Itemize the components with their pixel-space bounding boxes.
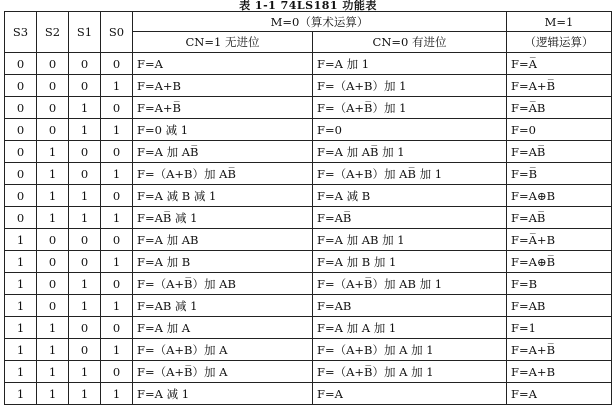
cn0-cell: F=A 加 A 加 1 (313, 317, 507, 339)
table-title: 表 1-1 74LS181 功能表 (239, 0, 377, 12)
col-header-s3: S3 (5, 12, 37, 53)
logic-cell: F=AB̅ (507, 207, 612, 229)
cn1-cell: F=A+B̅ (133, 97, 313, 119)
table-row (5, 75, 612, 97)
s0-cell: 0 (101, 361, 133, 383)
s0-cell: 1 (101, 251, 133, 273)
s2-cell: 0 (37, 229, 69, 251)
s1-cell: 0 (69, 251, 101, 273)
s1-cell: 0 (69, 163, 101, 185)
cn1-cell: F=0 减 1 (133, 119, 313, 141)
s1-cell: 1 (69, 207, 101, 229)
s3-cell: 0 (5, 207, 37, 229)
col-header-s1: S1 (69, 12, 101, 53)
cn1-cell: F=A 减 B 减 1 (133, 185, 313, 207)
s3-cell: 0 (5, 119, 37, 141)
logic-cell: F=A⊕B̅ (507, 251, 612, 273)
s0-cell: 0 (101, 229, 133, 251)
cn1-cell: F=A 减 1 (133, 383, 313, 405)
table-row (5, 163, 612, 185)
cn0-cell: F=0 (313, 119, 507, 141)
cn0-cell: F=A 加 AB 加 1 (313, 229, 507, 251)
table-row (5, 273, 612, 295)
s3-cell: 1 (5, 339, 37, 361)
table-row (5, 119, 612, 141)
table-row (5, 295, 612, 317)
logic-cell: F=A̅B (507, 97, 612, 119)
s2-cell: 1 (37, 163, 69, 185)
s3-cell: 1 (5, 295, 37, 317)
logic-cell: F=A+B (507, 361, 612, 383)
s2-cell: 1 (37, 141, 69, 163)
cn0-cell: F=（A+B̅）加 A 加 1 (313, 361, 507, 383)
cn1-cell: F=（A+B）加 A (133, 339, 313, 361)
s2-cell: 0 (37, 295, 69, 317)
col-header-cn0: CN=0 有进位 (313, 32, 507, 53)
cn0-cell: F=（A+B̅）加 AB 加 1 (313, 273, 507, 295)
cn1-cell: F=（A+B）加 AB̅ (133, 163, 313, 185)
table-row (5, 251, 612, 273)
s3-cell: 1 (5, 273, 37, 295)
s0-cell: 1 (101, 339, 133, 361)
logic-cell: F=A+B̅ (507, 339, 612, 361)
col-header-cn1: CN=1 无进位 (133, 32, 313, 53)
s1-cell: 1 (69, 273, 101, 295)
s1-cell: 1 (69, 185, 101, 207)
s1-cell: 1 (69, 295, 101, 317)
cn1-cell: F=A 加 AB̅ (133, 141, 313, 163)
col-header-m0: M=0（算术运算） (133, 12, 507, 32)
col-header-s2: S2 (37, 12, 69, 53)
s1-cell: 1 (69, 361, 101, 383)
table-row (5, 383, 612, 405)
s2-cell: 1 (37, 317, 69, 339)
s1-cell: 1 (69, 383, 101, 405)
s2-cell: 0 (37, 75, 69, 97)
col-header-logic: （逻辑运算） (507, 32, 612, 53)
s3-cell: 0 (5, 75, 37, 97)
s0-cell: 1 (101, 163, 133, 185)
col-header-s0: S0 (101, 12, 133, 53)
table-row (5, 141, 612, 163)
s0-cell: 1 (101, 207, 133, 229)
s3-cell: 0 (5, 97, 37, 119)
s0-cell: 1 (101, 119, 133, 141)
s0-cell: 0 (101, 141, 133, 163)
s1-cell: 0 (69, 229, 101, 251)
s1-cell: 0 (69, 317, 101, 339)
s3-cell: 0 (5, 185, 37, 207)
cn1-cell: F=A 加 A (133, 317, 313, 339)
cn0-cell: F=A 减 B (313, 185, 507, 207)
s2-cell: 0 (37, 251, 69, 273)
s0-cell: 1 (101, 295, 133, 317)
s0-cell: 0 (101, 185, 133, 207)
s1-cell: 0 (69, 141, 101, 163)
logic-cell: F=A+B̅ (507, 75, 612, 97)
s0-cell: 1 (101, 383, 133, 405)
cn0-cell: F=（A+B）加 AB̅ 加 1 (313, 163, 507, 185)
table-row (5, 229, 612, 251)
cn0-cell: F=AB̅ (313, 207, 507, 229)
s2-cell: 0 (37, 53, 69, 75)
cn0-cell: F=（A+B）加 A 加 1 (313, 339, 507, 361)
cn1-cell: F=A (133, 53, 313, 75)
cn1-cell: F=AB 减 1 (133, 295, 313, 317)
cn1-cell: F=（A+B̅）加 AB (133, 273, 313, 295)
table-row (5, 97, 612, 119)
table-row (5, 185, 612, 207)
s3-cell: 1 (5, 229, 37, 251)
logic-cell: F=A̅+B (507, 229, 612, 251)
s3-cell: 1 (5, 361, 37, 383)
cn0-cell: F=（A+B）加 1 (313, 75, 507, 97)
logic-cell: F=0 (507, 119, 612, 141)
cn0-cell: F=（A+B̅）加 1 (313, 97, 507, 119)
s0-cell: 1 (101, 75, 133, 97)
s3-cell: 0 (5, 53, 37, 75)
cn0-cell: F=A 加 AB̅ 加 1 (313, 141, 507, 163)
s3-cell: 0 (5, 141, 37, 163)
s1-cell: 0 (69, 53, 101, 75)
function-table (4, 11, 612, 405)
logic-cell: F=AB (507, 295, 612, 317)
s2-cell: 1 (37, 339, 69, 361)
cn1-cell: F=（A+B̅）加 A (133, 361, 313, 383)
cn0-cell: F=AB (313, 295, 507, 317)
s1-cell: 0 (69, 75, 101, 97)
logic-cell: F=A (507, 383, 612, 405)
logic-cell: F=1 (507, 317, 612, 339)
s0-cell: 0 (101, 97, 133, 119)
s2-cell: 0 (37, 97, 69, 119)
table-row (5, 339, 612, 361)
table-row (5, 53, 612, 75)
s1-cell: 0 (69, 339, 101, 361)
s2-cell: 1 (37, 185, 69, 207)
s1-cell: 1 (69, 97, 101, 119)
logic-cell: F=A⊕B (507, 185, 612, 207)
s0-cell: 0 (101, 53, 133, 75)
s0-cell: 0 (101, 273, 133, 295)
cn1-cell: F=AB̅ 减 1 (133, 207, 313, 229)
logic-cell: F=B̅ (507, 163, 612, 185)
col-header-m1: M=1 (507, 12, 612, 32)
cn0-cell: F=A (313, 383, 507, 405)
logic-cell: F=AB̅ (507, 141, 612, 163)
table-row (5, 361, 612, 383)
cn1-cell: F=A 加 B (133, 251, 313, 273)
table-row (5, 207, 612, 229)
logic-cell: F=A̅ (507, 53, 612, 75)
logic-cell: F=B (507, 273, 612, 295)
s3-cell: 1 (5, 383, 37, 405)
s2-cell: 0 (37, 119, 69, 141)
s3-cell: 0 (5, 163, 37, 185)
s2-cell: 1 (37, 383, 69, 405)
s2-cell: 1 (37, 207, 69, 229)
cn0-cell: F=A 加 B 加 1 (313, 251, 507, 273)
table-row (5, 317, 612, 339)
s2-cell: 0 (37, 273, 69, 295)
s3-cell: 1 (5, 251, 37, 273)
s1-cell: 1 (69, 119, 101, 141)
cn1-cell: F=A+B (133, 75, 313, 97)
s0-cell: 0 (101, 317, 133, 339)
s2-cell: 1 (37, 361, 69, 383)
s3-cell: 1 (5, 317, 37, 339)
cn1-cell: F=A 加 AB (133, 229, 313, 251)
cn0-cell: F=A 加 1 (313, 53, 507, 75)
